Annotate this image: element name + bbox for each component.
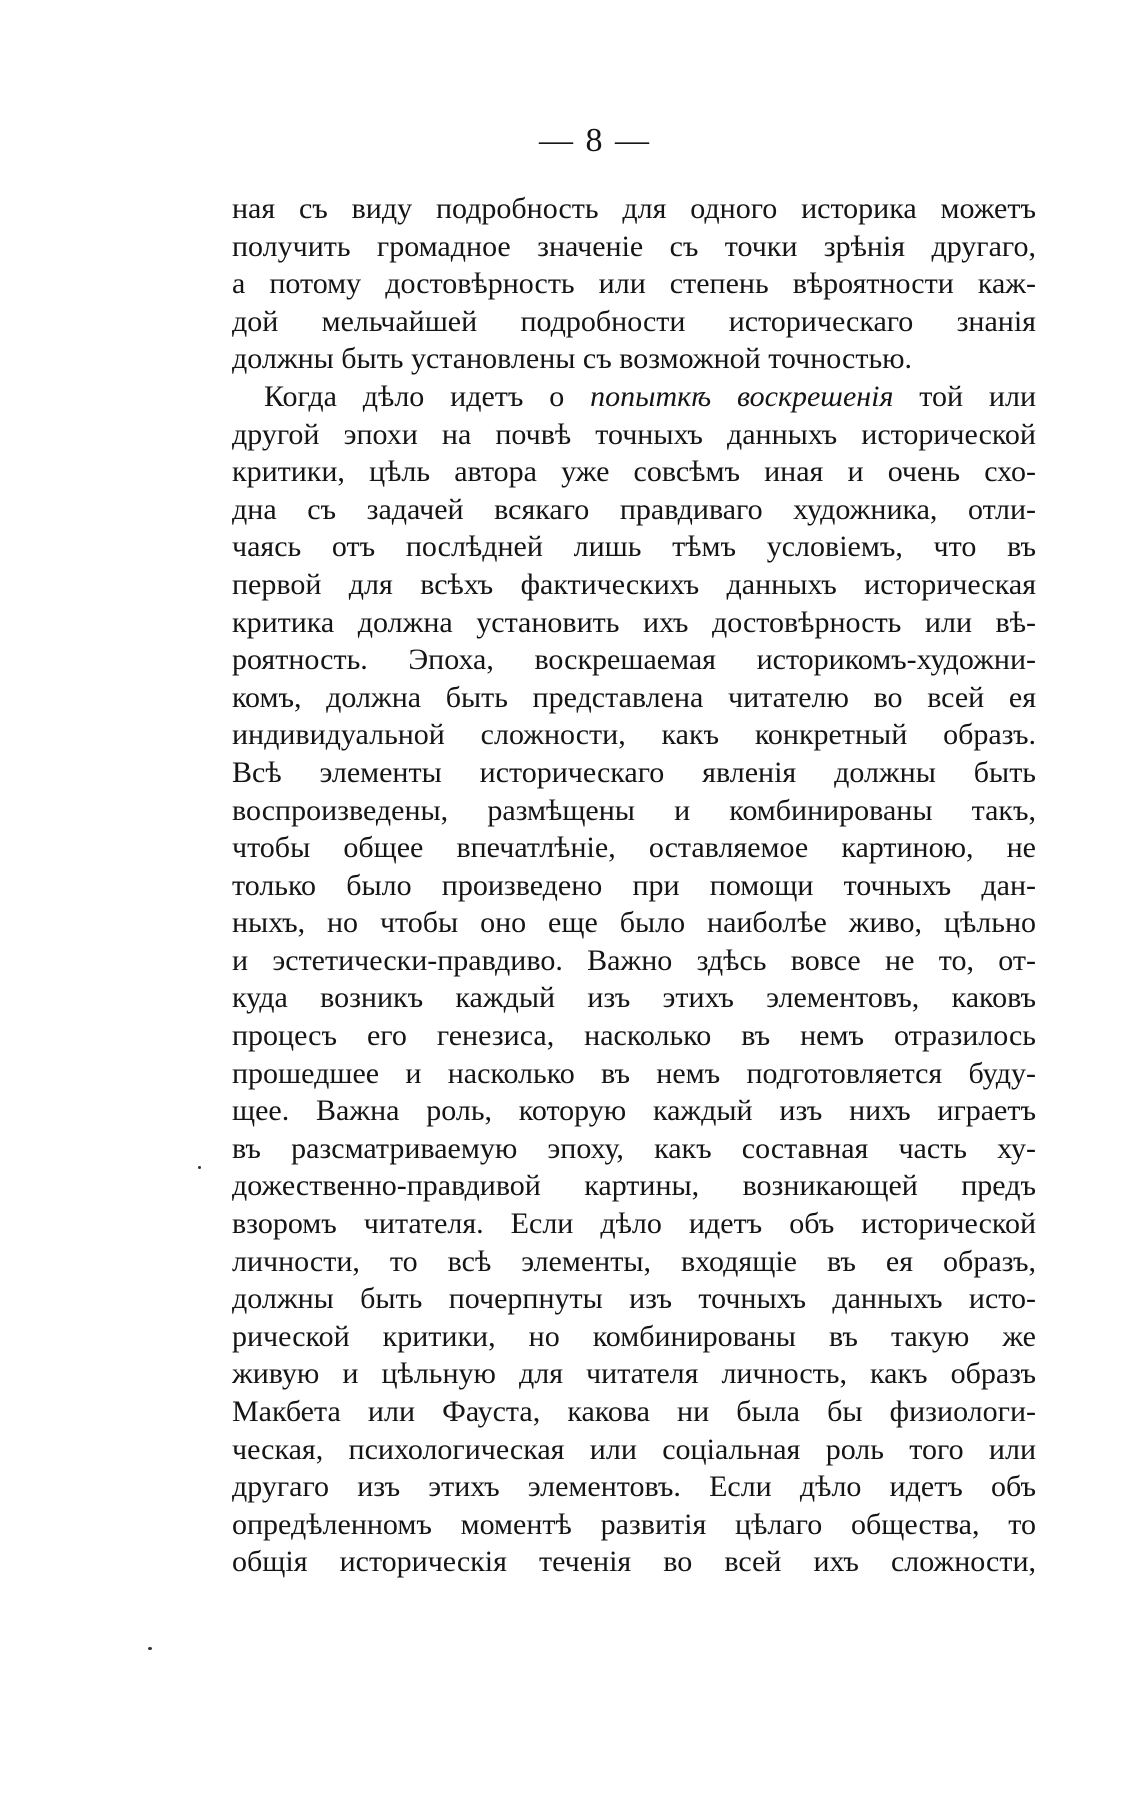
text-line: другой эпохи на почвѣ точныхъ данныхъ исторической <box>232 417 1036 451</box>
text-line: ческая, психологическая или соціальная роль того или <box>232 1432 1036 1466</box>
text-line-first <box>232 378 1036 416</box>
paragraph-2 <box>232 378 1036 1581</box>
body-text <box>232 190 1036 1581</box>
text-line: должны быть установлены съ возможной точностью. <box>232 342 913 376</box>
text-line: первой для всѣхъ фактическихъ данныхъ историческая <box>232 567 1036 601</box>
emphasized-text: попыткѣ воскрешенія <box>590 379 894 413</box>
text-line: и эстетически-правдиво. Важно здѣсь вовсе не то, от- <box>232 943 1036 977</box>
text-run: той или <box>893 379 1037 413</box>
text-line: куда возникъ каждый изъ этихъ элементовъ, каковъ <box>232 981 1036 1015</box>
text-line: должны быть почерпнуты изъ точныхъ данныхъ исто- <box>232 1282 1036 1316</box>
text-line: дой мельчайшей подробности историческаго знанія <box>232 304 1036 338</box>
text-line: воспроизведены, размѣщены и комбинированы такъ, <box>232 793 1036 827</box>
text-line: чаясь отъ послѣдней лишь тѣмъ условіемъ, что въ <box>232 530 1036 564</box>
text-line: индивидуальной сложности, какъ конкретный образъ. <box>232 718 1036 752</box>
text-line: въ разсматриваемую эпоху, какъ составная часть ху- <box>232 1131 1036 1165</box>
text-line: процесъ его генезиса, насколько въ немъ отразилось <box>232 1019 1036 1053</box>
text-line: общія историческія теченія во всей ихъ сложности, <box>232 1545 1036 1579</box>
text-line: прошедшее и насколько въ немъ подготовляется буду- <box>232 1056 1036 1090</box>
text-line: ная съ виду подробность для одного историка можетъ <box>232 192 1036 225</box>
text-line: критика должна установить ихъ достовѣрность или вѣ- <box>232 605 1036 639</box>
text-line: получить громадное значеніе съ точки зрѣнія другаго, <box>232 229 1036 263</box>
text-line: комъ, должна быть представлена читателю во всей ея <box>232 680 1036 714</box>
text-line: взоромъ читателя. Если дѣло идетъ объ исторической <box>232 1207 1036 1241</box>
text-line: дна съ задачей всякаго правдиваго художника, отли- <box>232 492 1036 526</box>
text-run: Когда дѣло идетъ о <box>264 379 591 413</box>
page-number: — 8 — <box>539 122 651 159</box>
text-line: другаго изъ этихъ элементовъ. Если дѣло идетъ объ <box>232 1470 1036 1504</box>
text-line: критики, цѣль автора уже совсѣмъ иная и очень схо- <box>232 455 1036 489</box>
text-line: рической критики, но комбинированы въ такую же <box>232 1319 1036 1353</box>
print-speck <box>198 1166 201 1169</box>
text-line: живую и цѣльную для читателя личность, какъ образъ <box>232 1357 1036 1391</box>
text-line: только было произведено при помощи точныхъ дан- <box>232 868 1036 902</box>
text-line: чтобы общее впечатлѣніе, оставляемое картиною, не <box>232 831 1036 865</box>
text-line: опредѣленномъ моментѣ развитія цѣлаго общества, то <box>232 1507 1036 1541</box>
text-line: щее. Важна роль, которую каждый изъ нихъ играетъ <box>232 1094 1036 1128</box>
text-line: Макбета или Фауста, какова ни была бы физиологи- <box>232 1395 1036 1428</box>
text-line: ныхъ, но чтобы оно еще было наиболѣе живо, цѣльно <box>232 906 1036 940</box>
text-line: Всѣ элементы историческаго явленія должны быть <box>232 755 1036 789</box>
text-line: личности, то всѣ элементы, входящіе въ ея образъ, <box>232 1244 1036 1278</box>
print-speck <box>148 1647 152 1650</box>
text-line: дожественно-правдивой картины, возникающей предъ <box>232 1169 1036 1203</box>
text-line: роятность. Эпоха, воскрешаемая историкомъ-художни- <box>232 643 1036 677</box>
paragraph-1 <box>232 190 1036 378</box>
text-line: а потому достовѣрность или степень вѣроятности каж- <box>232 267 1036 301</box>
